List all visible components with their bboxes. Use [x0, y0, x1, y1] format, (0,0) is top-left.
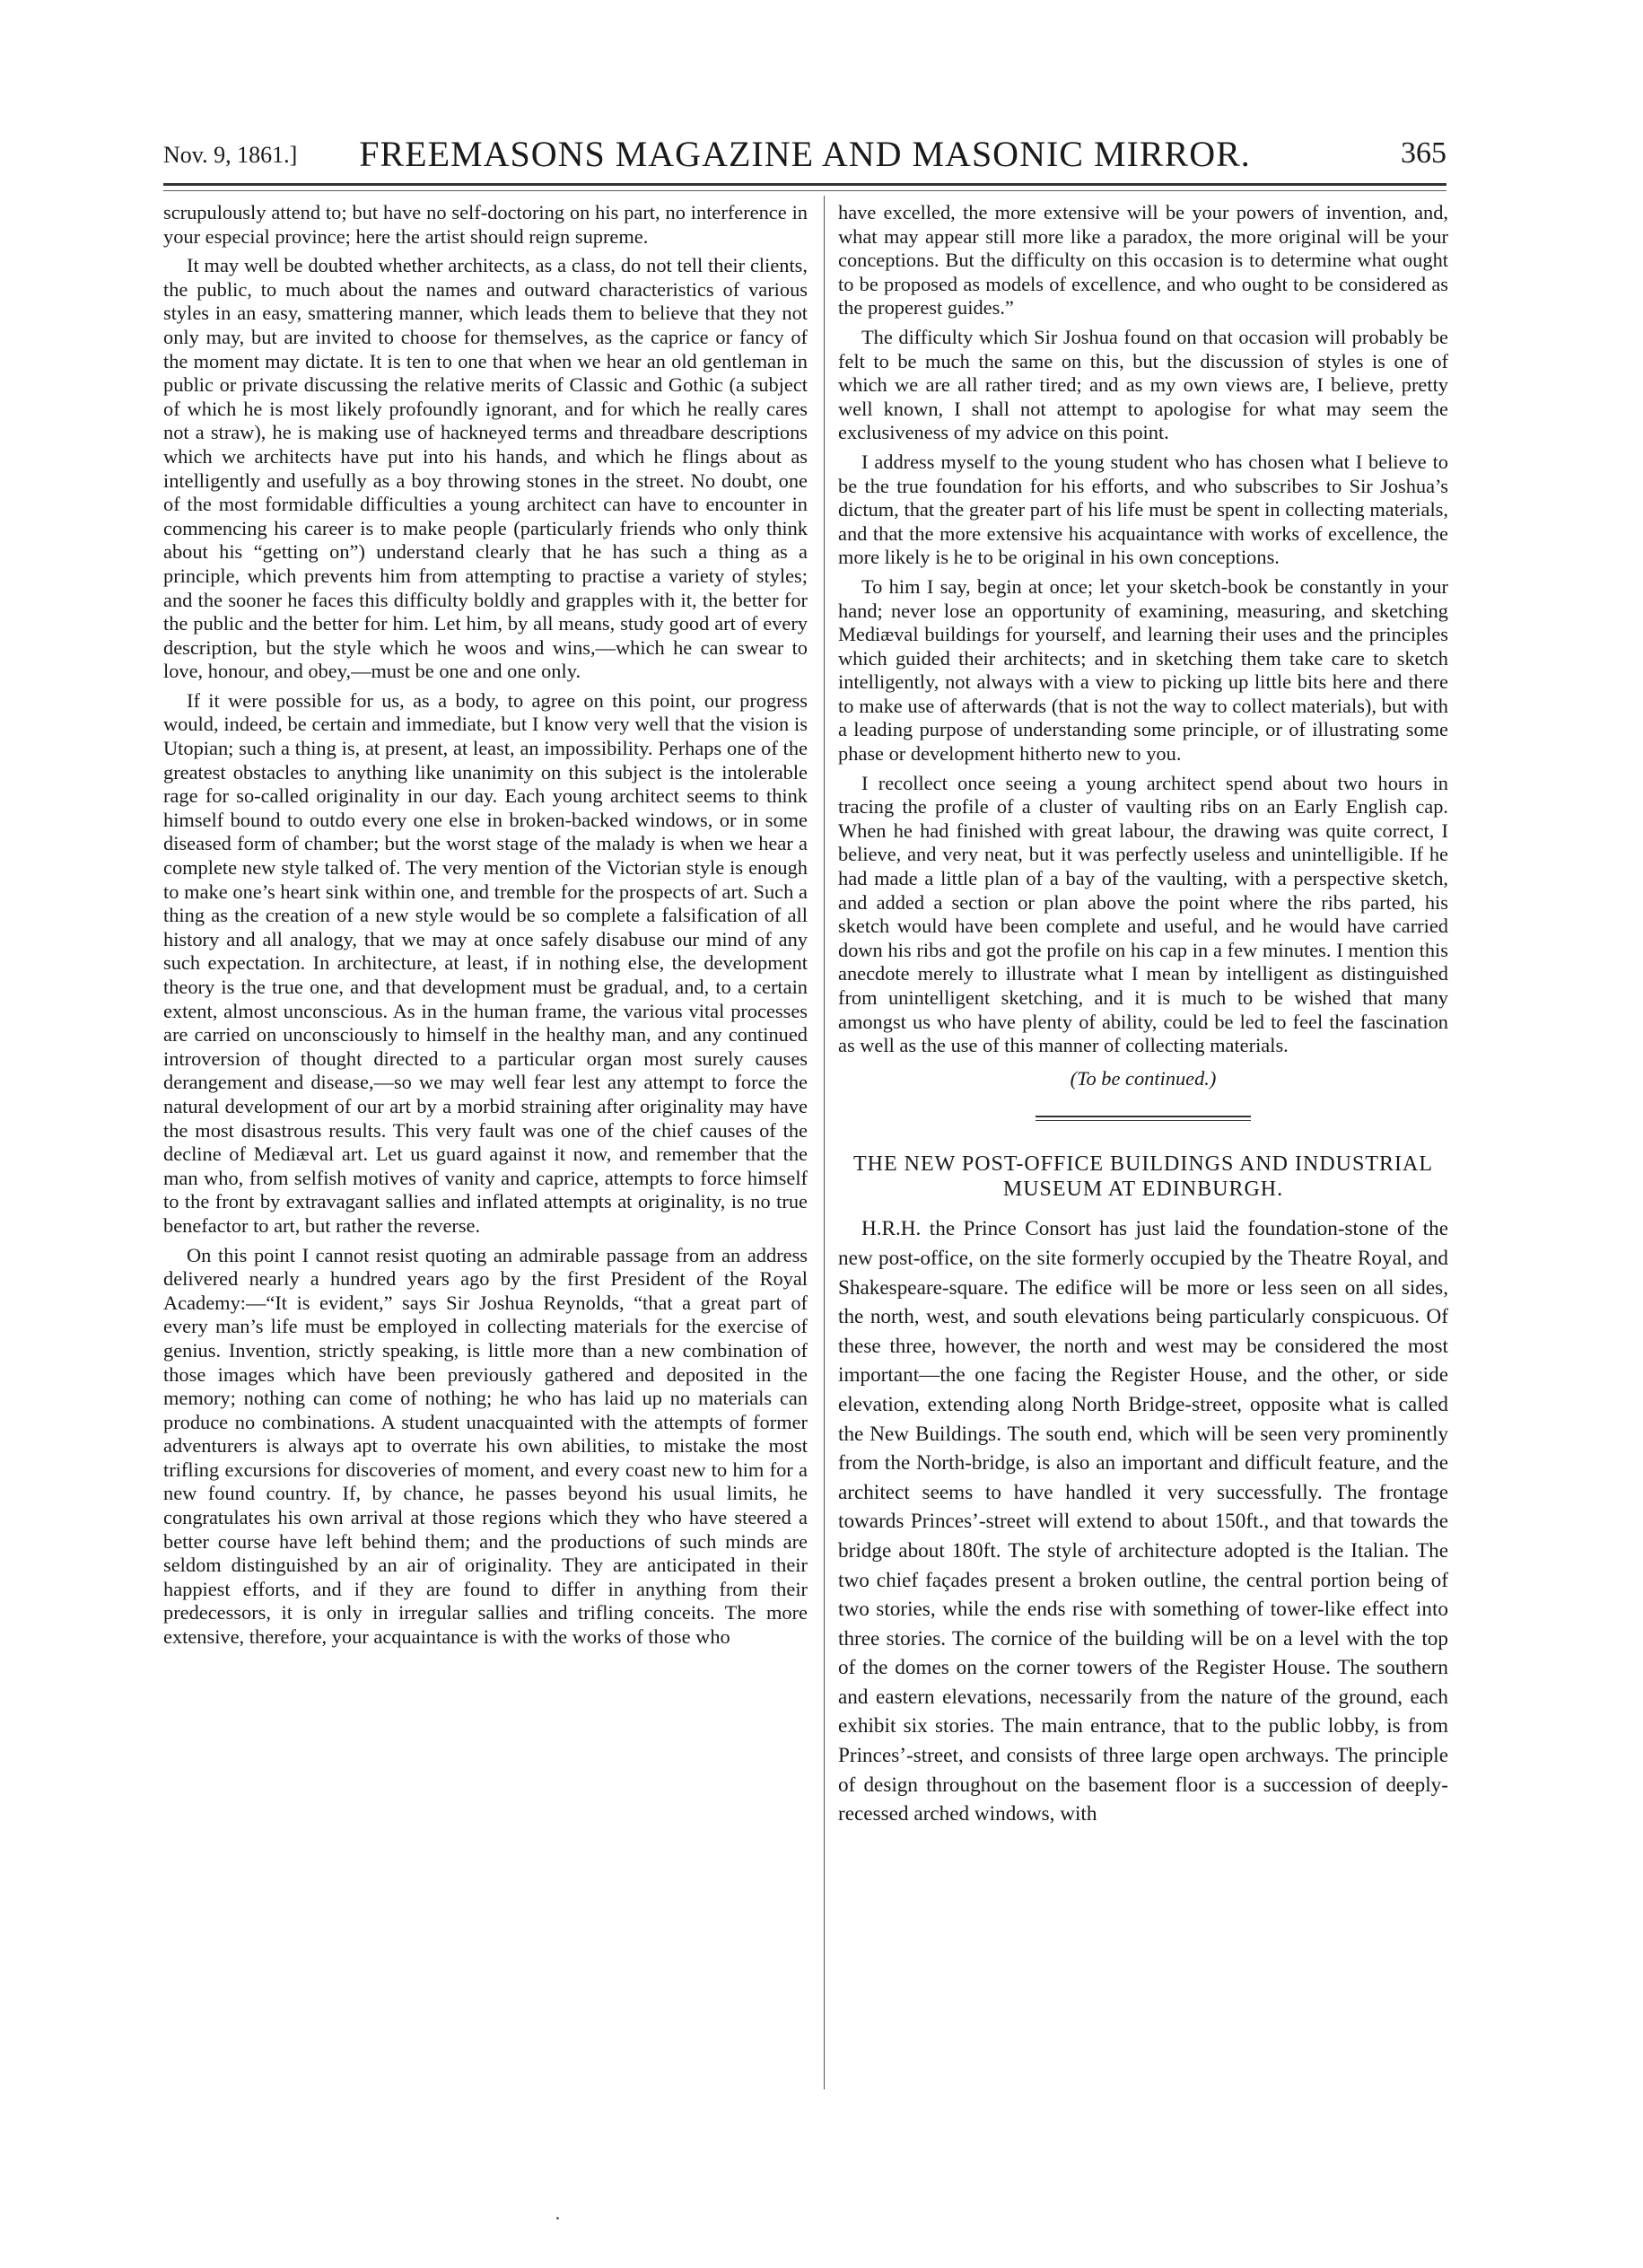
page-number: 365: [1401, 136, 1446, 170]
header-rule-thin: [163, 190, 1446, 191]
paragraph: The difficulty which Sir Joshua found on that occasion will probably be felt to be much the same on this, but the discussion of styles is one of which we are all rather tired; and as my own views are, I believe, pretty well known, I shall not attempt to apologise for what may seem the exclusiveness of my advice on this point.: [838, 325, 1448, 444]
header-date: Nov. 9, 1861.]: [163, 142, 298, 168]
header-rule: [163, 183, 1446, 186]
paragraph: On this point I cannot resist quoting an admirable passage from an address delivered nearly a hundred years ago by the first President of the Royal Academy:—“It is evident,” says Sir Joshua Reynolds, “that a great part of every man’s life must be employed in collecting materials for the exercise of genius. Invention, strictly speaking, is little more than a new combination of those images which have been previously gathered and deposited in the memory; nothing can come of nothing; he who has laid up no materials can produce no combinations. A student unacquainted with the attempts of former adventurers is always apt to overrate his own abilities, to mistake the most trifling excursions for discoveries of moment, and every coast new to him for a new found country. If, by chance, he passes beyond his usual limits, he congratulates his own arrival at those regions which they who have steered a better course have left behind them; and the productions of such minds are seldom distinguished by an air of originality. They are anticipated in their happiest efforts, and if they are found to differ in anything from their predecessors, it is only in irregular sallies and trifling conceits. The more extensive, therefore, your acquaintance is with the works of those who: [163, 1243, 808, 1649]
masthead-title: FREEMASONS MAGAZINE AND MASONIC MIRROR.: [359, 134, 1251, 174]
column-divider: [824, 196, 825, 2089]
paragraph: scrupulously attend to; but have no self-doctoring on his part, no interference in your especial province; here the artist should reign supreme.: [163, 201, 808, 248]
section-separator: [1036, 1116, 1251, 1121]
article-paragraph: H.R.H. the Prince Consort has just laid the foundation-stone of the new post-office, on the site formerly occupied by the Theatre Royal, and Shakespeare-square. The edifice will be more or less seen on all sides, the north, west, and south elevations being particularly conspicuous. Of these three, however, the north and west may be considered the most important—the one facing the Register House, and the other, or side elevation, extending along North Bridge-street, opposite what is called the New Buildings. The south end, which will be seen very prominently from the North-bridge, is also an important and difficult feature, and the architect seems to have handled it very successfully. The frontage towards Princes’-street will extend to about 150ft., and that towards the bridge about 180ft. The style of architecture adopted is the Italian. The two chief façades present a broken outline, the central portion being of two stories, while the ends rise with something of tower-like effect into three stories. The cornice of the building will be on a level with the top of the domes on the corner towers of the Register House. The southern and eastern elevations, necessarily from the nature of the ground, each exhibit six stories. The main entrance, that to the public lobby, is from Princes’-street, and consists of three large open archways. The principle of design throughout on the basement floor is a succession of deeply-recessed arched windows, with: [838, 1217, 1448, 1826]
paragraph: I address myself to the young student who has chosen what I believe to be the true foundation for his efforts, and who subscribes to Sir Joshua’s dictum, that the greater part of his life must be spent in collecting materials, and that the more extensive his acquaintance with works of excellence, the more likely is he to be original in his own conceptions.: [838, 450, 1448, 569]
to-be-continued: (To be continued.): [1070, 1066, 1217, 1090]
right-column: [838, 201, 1448, 1835]
article-heading: THE NEW POST-OFFICE BUILDINGS AND INDUSTRIAL MUSEUM AT EDINBURGH.: [852, 1152, 1433, 1202]
print-speck: [556, 2217, 559, 2220]
left-column: [163, 201, 808, 1655]
paragraph: I recollect once seeing a young architect spend about two hours in tracing the profile of a cluster of vaulting ribs on an Early English cap. When he had finished with great labour, the drawing was quite correct, I believe, and very neat, but it was perfectly useless and unintelligible. If he had made a little plan of a bay of the vaulting, with a perspective sketch, and added a section or plan above the point where the ribs parted, his sketch would have been complete and useful, and he would have carried down his ribs and got the profile on his cap in a few minutes. I mention this anecdote merely to illustrate what I mean by intelligent as distinguished from unintelligent sketching, and it is much to be wished that many amongst us who have plenty of ability, could be led to feel the fascination as well as the use of this manner of collecting materials.: [838, 771, 1448, 1057]
page-header: [163, 133, 1446, 178]
paragraph: To him I say, begin at once; let your sketch-book be constantly in your hand; never lose an opportunity of examining, measuring, and sketching Mediæval buildings for yourself, and learning their uses and the principles which guided their architects; and in sketching them take care to sketch intelligently, not always with a view to picking up little bits here and there to make use of afterwards (that is not the way to collect materials), but with a leading purpose of understanding some principle, or of illustrating some phase or development hitherto new to you.: [838, 574, 1448, 766]
paragraph: It may well be doubted whether architects, as a class, do not tell their clients, the public, to much about the names and outward characteristics of various styles in an easy, smattering manner, which leads them to believe that they not only may, but are invited to choose for themselves, as the caprice or fancy of the moment may dictate. It is ten to one that when we hear an old gentleman in public or private discussing the relative merits of Classic and Gothic (a subject of which he is most likely profoundly ignorant, and for which he really cares not a straw), he is making use of hackneyed terms and threadbare descriptions which we architects have put into his hands, and which he flings about as intelligently and usefully as a boy throwing stones in the street. No doubt, one of the most formidable difficulties a young architect can have to encounter in commencing his career is to make people (particularly friends who only think about his “getting on”) understand clearly that he has such a thing as a principle, which prevents him from attempting to practise a variety of styles; and the sooner he faces this difficulty boldly and grapples with it, the better for the public and the better for him. Let him, by all means, study good art of every description, but the style which he woos and wins,—which he can swear to love, honour, and obey,—must be one and one only.: [163, 254, 808, 683]
paragraph: If it were possible for us, as a body, to agree on this point, our progress would, indeed, be certain and immediate, but I know very well that the vision is Utopian; such a thing is, at present, at least, an impossibility. Perhaps one of the greatest obstacles to anything like unanimity on this subject is the intolerable rage for so-called originality in our day. Each young architect seems to think himself bound to outdo every one else in broken-backed windows, or in some diseased form of chamber; but the worst stage of the malady is when we hear a complete new style talked of. The very mention of the Victorian style is enough to make one’s heart sink within one, and tremble for the prospects of art. Such a thing as the creation of a new style would be so complete a falsification of all history and all analogy, that we may at once safely disabuse our mind of any such expectation. In architecture, at least, if in nothing else, the development theory is the true one, and that development must be gradual, and, to a certain extent, almost unconscious. As in the human frame, the various vital processes are carried on unconsciously to himself in the healthy man, and any continued introversion of thought directed to a particular organ most surely causes derangement and disease,—so we may well fear lest any attempt to force the natural development of our art by a morbid straining after originality may have the most disastrous results. This very fault was one of the chief causes of the decline of Mediæval art. Let us guard against it now, and remember that the man who, from selfish motives of vanity and caprice, attempts to force himself to the front by extravagant sallies and inflated attempts at originality, is no true benefactor to art, but rather the reverse.: [163, 688, 808, 1237]
paragraph: have excelled, the more extensive will be your powers of invention, and, what may appear still more like a paradox, the more original will be your conceptions. But the difficulty on this occasion is to determine what ought to be proposed as models of excellence, and who ought to be considered as the properest guides.”: [838, 201, 1448, 320]
